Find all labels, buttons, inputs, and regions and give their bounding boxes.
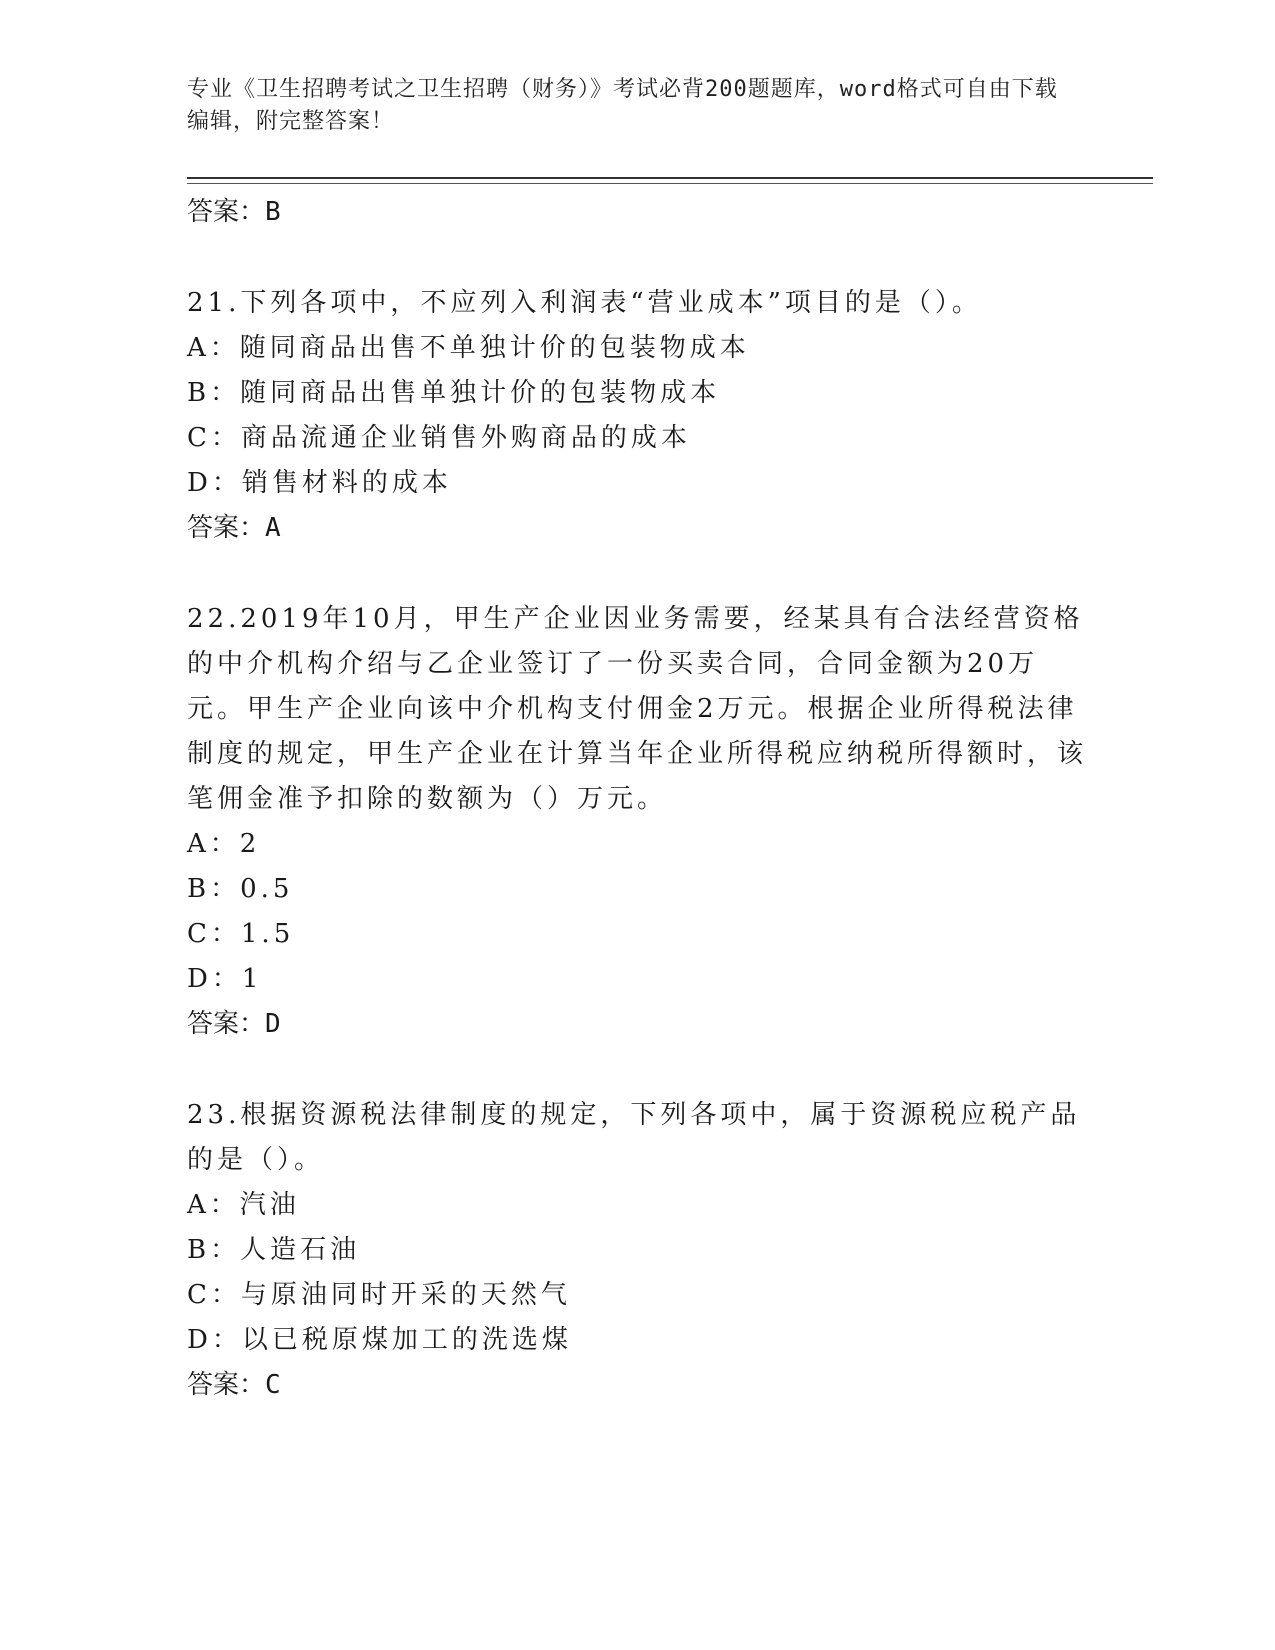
question-text: 21.下列各项中，不应列入利润表“营业成本”项目的是（）。 (187, 288, 982, 318)
question-22 (187, 597, 1087, 1047)
header-divider-thick (187, 177, 1153, 179)
option-d: D：销售材料的成本 (187, 468, 452, 498)
option-a: A：随同商品出售不单独计价的包装物成本 (187, 333, 750, 363)
spacer (187, 1047, 1087, 1093)
answer-value: A (265, 513, 281, 543)
question-text: 23.根据资源税法律制度的规定，下列各项中，属于资源税应税产品的是（）。 (187, 1100, 1081, 1175)
option-a: A：汽油 (187, 1190, 300, 1220)
answer-label: 答案： (187, 513, 266, 543)
option-c: C：商品流通企业销售外购商品的成本 (187, 423, 691, 453)
option-b: B：人造石油 (187, 1235, 361, 1265)
answer-value: B (265, 197, 281, 227)
document-header: 专业《卫生招聘考试之卫生招聘（财务）》考试必背200题题库，word格式可自由下载编辑，附完整答案！ (187, 77, 1058, 134)
spacer (187, 551, 1087, 597)
answer-label: 答案： (187, 1009, 266, 1039)
option-b: B：随同商品出售单独计价的包装物成本 (187, 378, 721, 408)
option-d: D：1 (187, 964, 263, 994)
answer-value: D (265, 1009, 281, 1039)
answer-label: 答案： (187, 1370, 266, 1400)
question-23 (187, 1093, 1087, 1408)
question-answer (187, 1363, 1087, 1408)
option-d: D：以已税原煤加工的洗选煤 (187, 1325, 572, 1355)
question-list (187, 190, 1087, 1408)
question-text: 22.2019年10月，甲生产企业因业务需要，经某具有合法经营资格的中介机构介绍与乙企业签订了一份买卖合同，合同金额为20万元。甲生产企业向该中介机构支付佣金2万元。根据企业所得税法律制度的规定，甲生产企业在计算当年企业所得税应纳税所得额时，该笔佣金准予扣除的数额为（）万元。 (187, 604, 1088, 814)
option-b: B：0.5 (187, 874, 294, 904)
option-c: C：与原油同时开采的天然气 (187, 1280, 571, 1310)
previous-answer (187, 190, 1087, 235)
option-a: A：2 (187, 829, 261, 859)
spacer (187, 235, 1087, 281)
question-21 (187, 281, 1087, 551)
question-answer (187, 506, 1087, 551)
header-divider-thin (187, 183, 1153, 184)
answer-label: 答案： (187, 197, 266, 227)
question-answer (187, 1002, 1087, 1047)
answer-value: C (265, 1370, 281, 1400)
option-c: C：1.5 (187, 919, 295, 949)
